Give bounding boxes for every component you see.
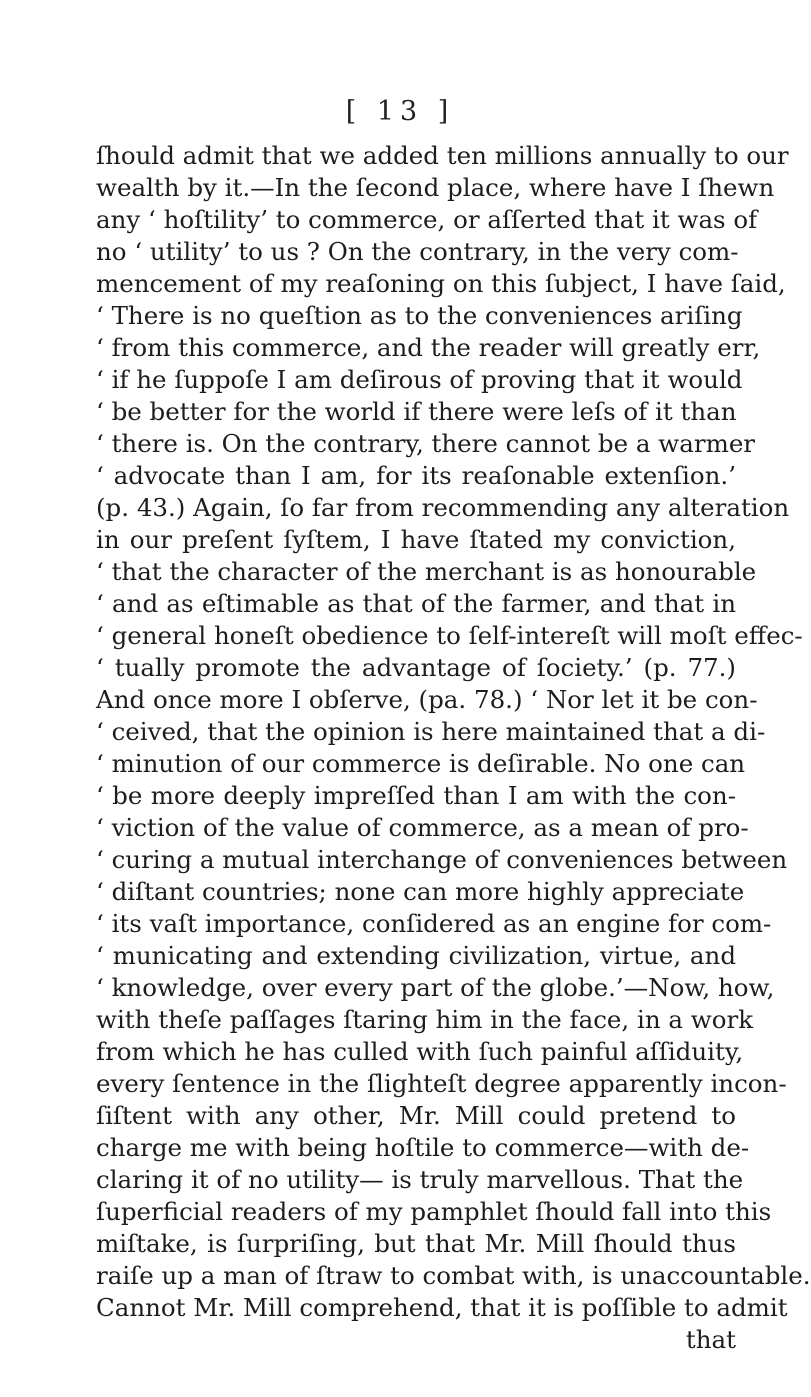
text-line: ‘ curing a mutual interchange of conveniences between <box>96 845 788 874</box>
text-line: in our preſent ſyſtem, I have ſtated my conviction, <box>96 525 736 554</box>
text-line: ‘ that the character of the merchant is as honourable <box>96 557 757 586</box>
text-line: raiſe up a man of ſtraw to combat with, is unaccountable. <box>96 1261 811 1290</box>
text-line: ‘ general honeſt obedience to ſelf-intereſt will moſt effec- <box>96 621 803 650</box>
catchword: that <box>685 1325 736 1354</box>
text-line: ‘ municating and extending civilization, virtue, and <box>96 941 736 970</box>
body-text <box>96 140 811 1356</box>
text-line: ‘ advocate than I am, for its reaſonable extenſion.’ <box>96 461 736 490</box>
text-line: ‘ There is no queſtion as to the conveniences ariſing <box>96 301 743 330</box>
text-line: ‘ ceived, that the opinion is here maintained that a di- <box>96 717 766 746</box>
text-line: ‘ viction of the value of commerce, as a mean of pro- <box>96 813 749 842</box>
text-line: ‘ there is. On the contrary, there cannot be a warmer <box>96 429 756 458</box>
text-line: ‘ from this commerce, and the reader will greatly err, <box>96 333 761 362</box>
text-line: miſtake, is ſurpriſing, but that Mr. Mill ſhould thus <box>96 1229 736 1258</box>
page-number: [ 13 ] <box>345 96 455 127</box>
text-line: ‘ diſtant countries; none can more highly appreciate <box>96 877 745 906</box>
text-line: charge me with being hoſtile to commerce—with de- <box>96 1133 750 1162</box>
text-line: ‘ and as eſtimable as that of the farmer, and that in <box>96 589 736 618</box>
text-line: wealth by it.—In the ſecond place, where have I ſhewn <box>96 173 775 202</box>
text-line: Cannot Mr. Mill comprehend, that it is poſſible to admit <box>96 1293 788 1322</box>
text-line: ſhould admit that we added ten millions annually to our <box>96 141 789 170</box>
text-line: every ſentence in the ſlighteſt degree apparently incon- <box>96 1069 787 1098</box>
text-line: any ‘ hoſtility’ to commerce, or aſſerted that it was of <box>96 205 758 234</box>
text-line: ‘ minution of our commerce is deſirable. No one can <box>96 749 746 778</box>
text-line: from which he has culled with ſuch painful aſſiduity, <box>96 1037 744 1066</box>
text-line: ‘ knowledge, over every part of the globe.’—Now, how, <box>96 973 775 1002</box>
text-line: claring it of no utility— is truly marvellous. That the <box>96 1165 744 1194</box>
text-line: ſuperficial readers of my pamphlet ſhould fall into this <box>96 1197 772 1226</box>
text-line: ‘ its vaſt importance, conſidered as an engine for com- <box>96 909 772 938</box>
text-line: with theſe paſſages ſtaring him in the face, in a work <box>96 1005 754 1034</box>
text-line: And once more I obſerve, (pa. 78.) ‘ Nor let it be con- <box>96 685 758 714</box>
text-line: ‘ if he ſuppoſe I am deſirous of proving that it would <box>96 365 743 394</box>
text-line: ‘ be better for the world if there were leſs of it than <box>96 397 737 426</box>
text-line: no ‘ utility’ to us ? On the contrary, in the very com- <box>96 237 739 266</box>
text-line: ‘ tually promote the advantage of ſociety.’ (p. 77.) <box>96 653 736 682</box>
text-line: (p. 43.) Again, ſo far from recommending any alteration <box>96 493 790 522</box>
text-line: ſiſtent with any other, Mr. Mill could pretend to <box>96 1101 736 1130</box>
text-line: ‘ be more deeply impreſſed than I am with the con- <box>96 781 736 810</box>
text-line: mencement of my reaſoning on this ſubject, I have ſaid, <box>96 269 786 298</box>
